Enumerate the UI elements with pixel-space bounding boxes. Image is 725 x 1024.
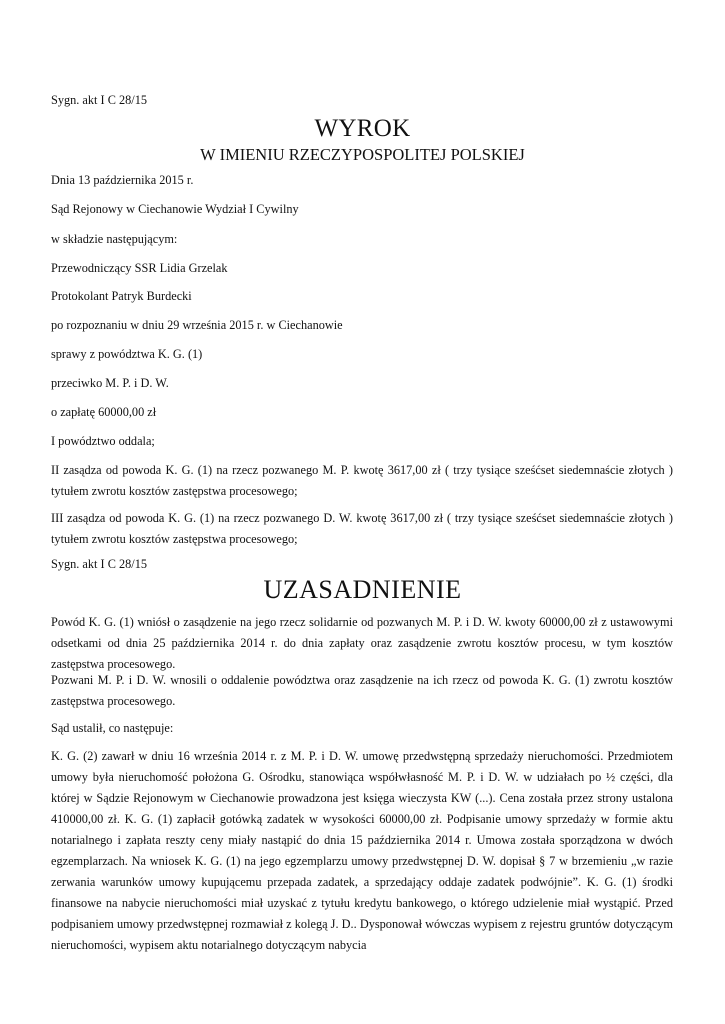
composition-label: w składzie następującym: <box>51 232 178 246</box>
case-signature-top: Sygn. akt I C 28/15 <box>51 93 147 107</box>
hearing-date: po rozpoznaniu w dniu 29 września 2015 r. w Ciechanowie <box>51 318 343 332</box>
justification-para-3: Sąd ustalił, co następuje: <box>51 721 174 735</box>
verdict-subtitle: W IMIENIU RZECZYPOSPOLITEJ POLSKIEJ <box>200 145 525 164</box>
verdict-title: WYROK <box>314 115 411 142</box>
ruling-3: III zasądza od powoda K. G. (1) na rzecz pozwanego D. W. kwotę 3617,00 zł ( trzy tysiące sześćset siedemnaście złotych ) tytułem zwrotu kosztów zastępstwa procesowego; <box>51 511 673 546</box>
court-name: Sąd Rejonowy w Ciechanowie Wydział I Cywilny <box>51 202 299 216</box>
claim-amount: o zapłatę 60000,00 zł <box>51 405 157 419</box>
justification-para-1: Powód K. G. (1) wniósł o zasądzenie na jego rzecz solidarnie od pozwanych M. P. i D. W. kwoty 60000,00 zł z ustawowymi odsetkami od dnia 25 października 2014 r. do dnia zapłaty oraz zasądzenie zwrotu kosztów procesu, w tym kosztów zastępstwa procesowego. <box>51 615 673 671</box>
ruling-1: I powództwo oddala; <box>51 434 155 448</box>
justification-para-2: Pozwani M. P. i D. W. wnosili o oddalenie powództwa oraz zasądzenie na ich rzecz od powoda K. G. (1) zwrotu kosztów zastępstwa procesowego. <box>51 673 673 708</box>
plaintiff-line: sprawy z powództwa K. G. (1) <box>51 347 203 361</box>
justification-para-4: K. G. (2) zawarł w dniu 16 września 2014 r. z M. P. i D. W. umowę przedwstępną sprzedaży nieruchomości. Przedmiotem umowy była nieruchomość położona G. Ośrodku, stanowiąca współwłasność M. P. i D. W. w udziałach po ½ części, dla której w Sądzie Rejonowym w Ciechanowie prowadzona jest księga wieczysta KW (...). Cena została przez strony ustalona 410000,00 zł. K. G. (1) zapłacił gotówką zadatek w wysokości 60000,00 zł. Podpisanie umowy sprzedaży w formie aktu notarialnego i zapłata reszty ceny miały nastąpić do dnia 15 października 2014 r. Umowa została sporządzona w dwóch egzemplarzach. Na wniosek K. G. (1) na jego egzemplarzu umowy przedwstępnej D. W. dopisał § 7 w brzemieniu „w razie zerwania warunków umowy kupującemu przepada zadatek, a sprzedający oddaje zadatek podwójnie”. K. G. (1) środki finansowe na nabycie nieruchomości miał uzyskać z tytułu kredytu bankowego, o którego udzielenie miał wystąpić. Przed podpisaniem umowy przedwstępnej rozmawiał z kolegą J. D.. Dysponował wówczas wypisem z rejestru gruntów dotyczącym nieruchomości, wypisem aktu notarialnego dotyczącym nabycia <box>51 749 673 952</box>
court-clerk: Protokolant Patryk Burdecki <box>51 289 192 303</box>
defendants-line: przeciwko M. P. i D. W. <box>51 376 169 390</box>
verdict-date: Dnia 13 października 2015 r. <box>51 173 194 187</box>
justification-title: UZASADNIENIE <box>263 575 462 604</box>
ruling-2: II zasądza od powoda K. G. (1) na rzecz pozwanego M. P. kwotę 3617,00 zł ( trzy tysiące sześćset siedemnaście złotych ) tytułem zwrotu kosztów zastępstwa procesowego; <box>51 463 673 498</box>
case-signature-mid: Sygn. akt I C 28/15 <box>51 557 147 571</box>
presiding-judge: Przewodniczący SSR Lidia Grzelak <box>51 261 228 275</box>
